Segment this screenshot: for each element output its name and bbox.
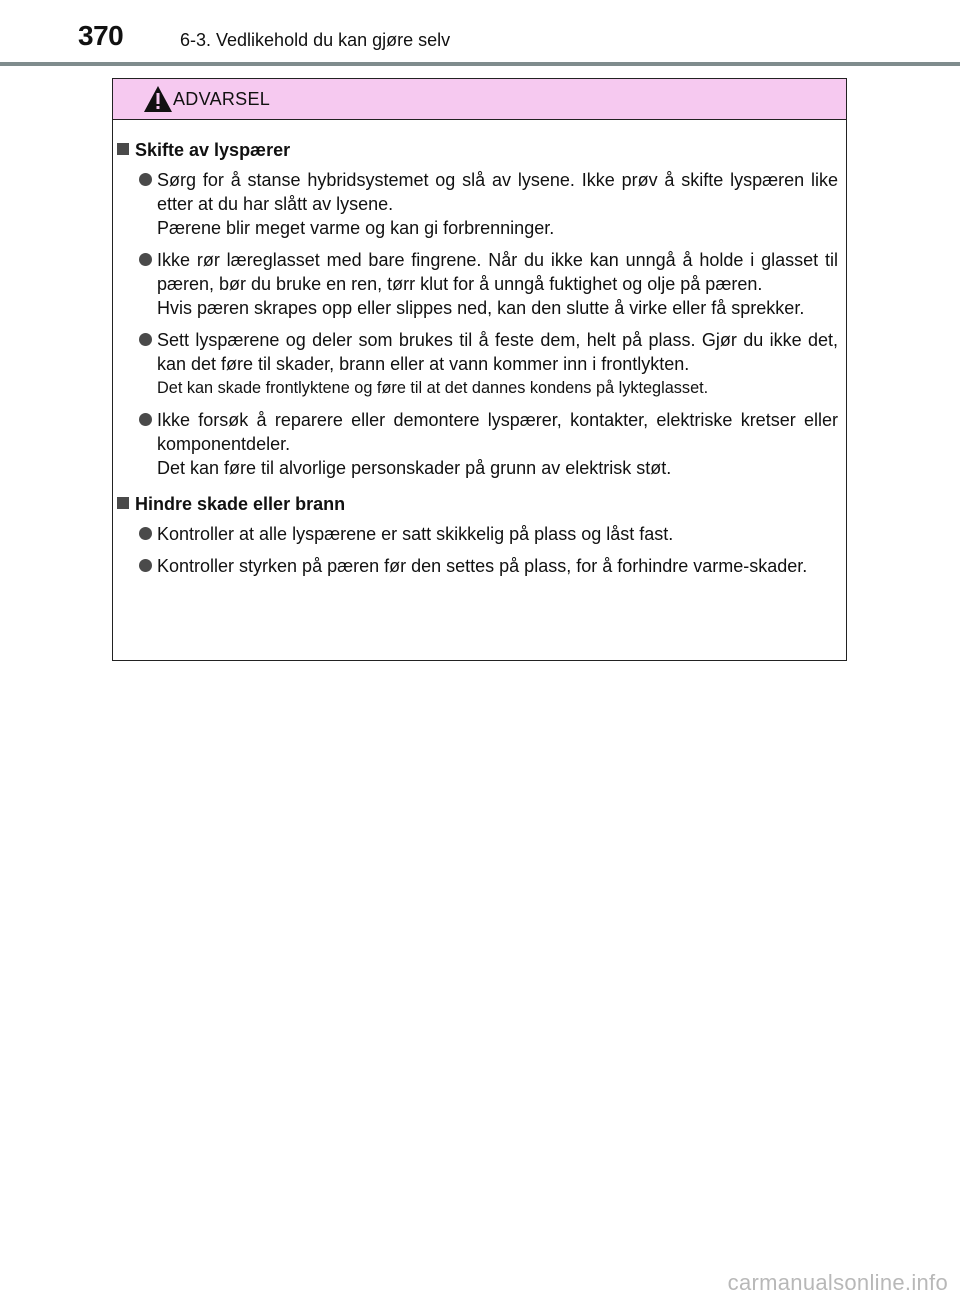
section-title: 6-3. Vedlikehold du kan gjøre selv (180, 30, 451, 50)
bullet-note: Det kan føre til alvorlige personskader på grunn av elektrisk støt. (157, 458, 672, 478)
bullet-note: Det kan skade frontlyktene og føre til at det dannes kondens på lykteglasset. (157, 379, 709, 397)
square-bullet-icon (117, 497, 129, 509)
header-divider (0, 62, 960, 66)
square-bullet-icon (117, 143, 129, 155)
round-bullet-icon (139, 173, 152, 186)
warning-body (113, 120, 846, 578)
warning-label: ADVARSEL (173, 89, 271, 109)
warning-triangle-icon (143, 85, 173, 113)
round-bullet-icon (139, 333, 152, 346)
round-bullet-icon (139, 559, 152, 572)
bullet-text: Kontroller styrken på pæren før den settes på plass, for å forhindre varme-skader. (157, 556, 808, 576)
warning-box (112, 78, 847, 661)
bullet-text: Sett lyspærene og deler som brukes til å feste dem, helt på plass. Gjør du ikke det, kan det føre til skader, brann eller at vann kommer inn i frontlykten. (157, 330, 838, 374)
list-item (113, 522, 838, 546)
list-item (113, 168, 838, 240)
bullet-text: Sørg for å stanse hybridsystemet og slå av lysene. Ikke prøv å skifte lyspæren like etter at du har slått av lysene. (157, 170, 838, 214)
bullet-text: Ikke rør læreglasset med bare fingrene. Når du ikke kan unngå å holde i glasset til pæren, bør du bruke en ren, tørr klut for å unngå fuktighet og olje på pæren. (157, 250, 838, 294)
bullet-text: Ikke forsøk å reparere eller demontere lyspærer, kontakter, elektriske kretser eller komponentdeler. (157, 410, 838, 454)
site-watermark: carmanualsonline.info (727, 1270, 948, 1295)
round-bullet-icon (139, 253, 152, 266)
round-bullet-icon (139, 413, 152, 426)
round-bullet-icon (139, 527, 152, 540)
bullet-text: Kontroller at alle lyspærene er satt skikkelig på plass og låst fast. (157, 524, 674, 544)
list-item (113, 328, 838, 400)
bullet-note: Pærene blir meget varme og kan gi forbrenninger. (157, 218, 555, 238)
warning-header (113, 79, 846, 120)
list-item (113, 248, 838, 320)
page-header (0, 0, 960, 70)
bullet-note: Hvis pæren skrapes opp eller slippes ned, kan den slutte å virke eller få sprekker. (157, 298, 805, 318)
section-heading-bulbs: Skifte av lyspærer (113, 138, 838, 162)
section-heading-fire: Hindre skade eller brann (113, 492, 838, 516)
list-item (113, 554, 838, 578)
page-number: 370 (78, 20, 124, 51)
list-item (113, 408, 838, 480)
